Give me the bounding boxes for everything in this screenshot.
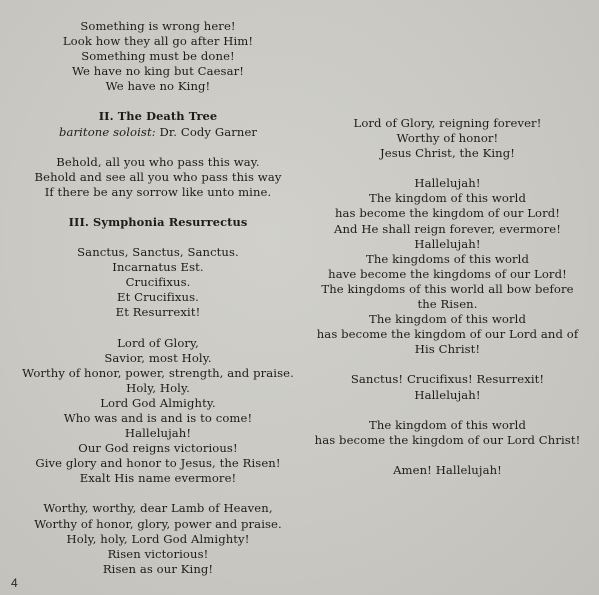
section-header — [18, 109, 298, 139]
soloist-label: baritone soloist: — [58, 124, 156, 139]
lyric-line: Lord God Almighty. — [100, 395, 216, 410]
section-title: II. The Death Tree — [98, 109, 218, 124]
lyric-line: Exalt His name evermore! — [79, 471, 237, 486]
lyric-line: Worthy of honor, glory, power and praise. — [34, 516, 282, 531]
lyric-line: And He shall reign forever, evermore! — [334, 221, 561, 236]
lyrics-stanza — [18, 155, 298, 200]
soloist-name: Dr. Cody Garner — [155, 124, 258, 139]
lyric-line: Incarnatus Est. — [112, 260, 204, 275]
page-number: 4 — [11, 576, 18, 590]
lyrics-stanza — [310, 418, 585, 448]
lyric-line: Risen victorious! — [107, 546, 209, 561]
lyric-line: Et Resurrexit! — [115, 305, 201, 320]
lyric-line: Hallelujah! — [414, 176, 481, 191]
lyric-line: has become the kingdom of our Lord and of His Christ! — [316, 327, 579, 357]
lyric-line: We have no king but Caesar! — [71, 64, 245, 79]
lyric-line: Something must be done! — [81, 49, 235, 64]
lyric-line: Jesus Christ, the King! — [379, 146, 516, 161]
lyric-line: Hallelujah! — [414, 387, 481, 402]
lyric-line: Hallelujah! — [414, 236, 481, 251]
lyric-line: Et Crucifixus. — [117, 290, 199, 305]
lyric-line: The kingdoms of this world all bow before the Risen. — [321, 281, 574, 312]
lyric-line: Give glory and honor to Jesus, the Risen! — [35, 456, 281, 471]
lyric-line: Sanctus, Sanctus, Sanctus. — [77, 245, 239, 260]
lyric-line: Sanctus! Crucifixus! Resurrexit! — [350, 372, 545, 387]
lyric-line: have become the kingdoms of our Lord! — [328, 266, 567, 281]
lyric-line: Amen! Hallelujah! — [393, 462, 502, 477]
lyric-line: Who was and is and is to come! — [63, 410, 253, 425]
lyric-line: Savior, most Holy. — [104, 350, 212, 365]
lyric-line: The kingdom of this world — [369, 191, 526, 206]
lyrics-stanza — [310, 176, 585, 357]
lyrics-stanza — [310, 116, 585, 161]
lyrics-stanza — [18, 19, 298, 94]
lyric-line: Behold, all you who pass this way. — [56, 154, 260, 169]
lyric-line: has become the kingdom of our Lord Christ! — [314, 432, 581, 447]
lyrics-stanza — [18, 336, 298, 487]
lyric-line: The kingdoms of this world — [366, 251, 529, 266]
lyric-line: Worthy of honor! — [396, 131, 499, 146]
lyric-line: If there be any sorrow like unto mine. — [44, 184, 272, 199]
lyric-line: Look how they all go after Him! — [62, 34, 254, 49]
lyrics-stanza — [18, 245, 298, 320]
lyric-line: Lord of Glory, reigning forever! — [353, 116, 542, 130]
lyrics-stanza — [310, 372, 585, 402]
section-title: III. Symphonia Resurrectus — [68, 214, 248, 229]
lyrics-stanza — [310, 463, 585, 478]
lyric-line: The kingdom of this world — [369, 417, 526, 432]
lyric-line: The kingdom of this world — [369, 312, 526, 327]
lyric-line: has become the kingdom of our Lord! — [334, 206, 561, 221]
lyric-line: Holy, Holy. — [126, 380, 190, 395]
lyric-line: Lord of Glory, — [117, 335, 199, 350]
section-header — [18, 215, 298, 230]
lyric-line: Holy, holy, Lord God Almighty! — [66, 531, 250, 546]
lyric-line: Crucifixus. — [125, 275, 191, 290]
lyric-line: Risen as our King! — [102, 561, 214, 576]
lyric-line: Hallelujah! — [124, 426, 192, 441]
lyric-line: Something is wrong here! — [80, 19, 236, 33]
soloist-credit — [18, 125, 298, 140]
right-lyrics-column — [310, 116, 585, 493]
lyrics-stanza — [18, 501, 298, 576]
left-lyrics-column — [18, 19, 298, 592]
lyric-line: Worthy, worthy, dear Lamb of Heaven, — [43, 501, 273, 516]
lyric-line: Our God reigns victorious! — [78, 441, 238, 456]
lyric-line: Behold and see all you who pass this way — [34, 169, 282, 184]
lyric-line: We have no King! — [105, 79, 211, 94]
lyric-line: Worthy of honor, power, strength, and praise. — [22, 365, 294, 380]
